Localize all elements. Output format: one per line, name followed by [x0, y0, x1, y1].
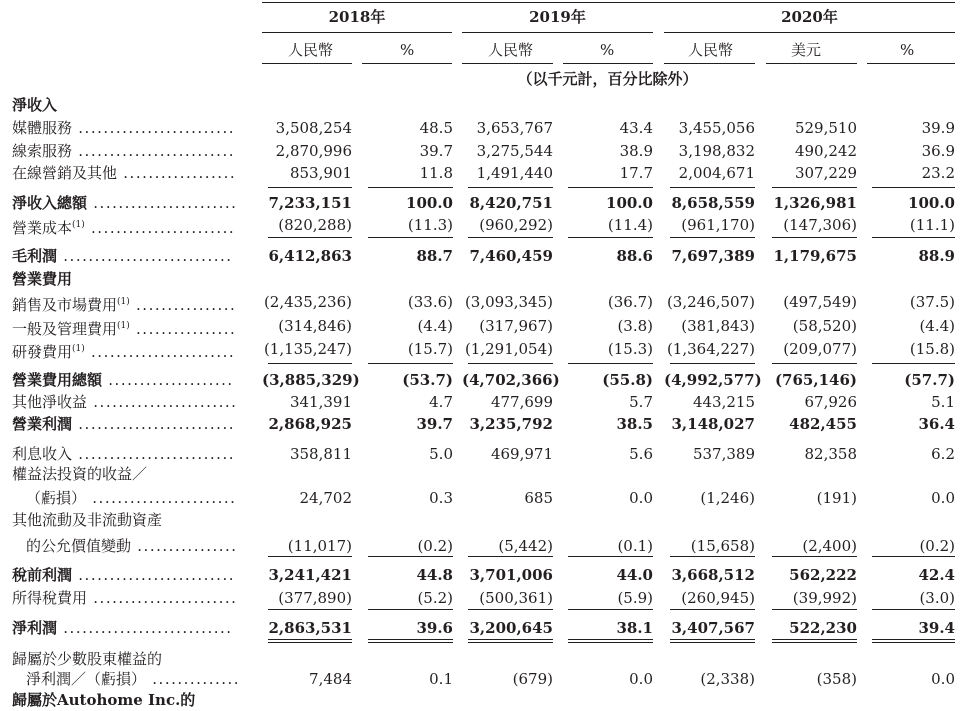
value-cell: 341,391: [289, 393, 352, 411]
value-cell: 36.9: [921, 142, 955, 160]
row-label-text: 營業利潤: [12, 415, 73, 433]
currency-underline: [563, 63, 653, 64]
value-cell: 3,200,645: [469, 619, 553, 637]
value-cell: (191): [816, 489, 857, 507]
value-cell: 0.0: [931, 489, 955, 507]
value-cell: (55.8): [602, 371, 653, 389]
row-label-text: 淨利潤／（虧損）: [26, 670, 147, 688]
row-label-text: 毛利潤: [12, 247, 58, 265]
subtotal-rule: [368, 556, 453, 557]
footnote-marker: (1): [117, 297, 130, 307]
row-label-text: 利息收入: [12, 445, 73, 463]
year-underline: [462, 32, 653, 33]
value-cell: (2,400): [802, 537, 857, 555]
currency-header: %: [400, 41, 415, 59]
row-label: [12, 317, 236, 338]
leader-dots: .......................: [87, 589, 238, 607]
value-cell: (58,520): [792, 317, 857, 335]
footnote-marker: (1): [72, 344, 85, 354]
footnote-marker: (1): [117, 321, 130, 331]
row-label: [26, 670, 240, 688]
value-cell: 3,668,512: [671, 566, 755, 584]
value-cell: 39.7: [416, 415, 453, 433]
value-cell: 8,420,751: [469, 194, 553, 212]
row-label: [12, 340, 235, 361]
row-label: [26, 489, 236, 507]
row-label: [12, 293, 236, 314]
value-cell: 8,658,559: [671, 194, 755, 212]
double-rule: [670, 639, 755, 640]
value-cell: (4,992,577): [664, 371, 762, 389]
leader-dots: .......................: [84, 343, 236, 361]
leader-dots: .......................: [87, 393, 238, 411]
value-cell: (5.2): [417, 589, 453, 607]
subtotal-rule: [872, 187, 955, 188]
currency-underline: [362, 63, 452, 64]
subtotal-rule: [568, 187, 653, 188]
value-cell: 38.5: [616, 415, 653, 433]
value-cell: (37.5): [909, 293, 955, 311]
row-label: [12, 119, 235, 137]
row-label: [12, 164, 236, 182]
value-cell: (0.1): [617, 537, 653, 555]
year-header: 2020年: [781, 8, 838, 26]
value-cell: 88.7: [416, 247, 453, 265]
value-cell: (1,291,054): [464, 340, 553, 358]
leader-dots: .........................: [72, 566, 235, 584]
value-cell: (3,093,345): [464, 293, 553, 311]
value-cell: 3,455,056: [678, 119, 755, 137]
subtotal-rule: [670, 237, 755, 238]
leader-dots: .......................: [87, 194, 238, 212]
value-cell: 36.4: [918, 415, 955, 433]
value-cell: (57.7): [904, 371, 955, 389]
year-header: 2018年: [328, 8, 386, 26]
value-cell: (960,292): [479, 216, 553, 234]
value-cell: 537,389: [692, 445, 755, 463]
row-label-text: 淨收入總額: [12, 194, 88, 212]
value-cell: 853,901: [289, 164, 352, 182]
row-label: [12, 270, 72, 288]
value-cell: 5.1: [931, 393, 955, 411]
value-cell: 3,407,567: [671, 619, 755, 637]
subtotal-rule: [772, 363, 857, 364]
year-underline: [262, 32, 452, 33]
value-cell: 490,242: [794, 142, 857, 160]
value-cell: 3,653,767: [476, 119, 553, 137]
double-rule: [772, 639, 857, 640]
value-cell: (4.4): [417, 317, 453, 335]
currency-underline: [867, 63, 955, 64]
value-cell: 6.2: [931, 445, 955, 463]
value-cell: (4,702,366): [462, 371, 560, 389]
value-cell: 48.5: [419, 119, 453, 137]
value-cell: 7,697,389: [671, 247, 755, 265]
value-cell: 39.4: [918, 619, 955, 637]
value-cell: (3,885,329): [262, 371, 360, 389]
value-cell: (497,549): [783, 293, 857, 311]
row-label-text: 一般及管理費用: [12, 320, 118, 338]
row-label-text: 營業成本: [12, 219, 73, 237]
value-cell: 23.2: [921, 164, 955, 182]
value-cell: (33.6): [407, 293, 453, 311]
value-cell: 1,326,981: [773, 194, 857, 212]
value-cell: 0.0: [629, 489, 653, 507]
value-cell: (3.8): [617, 317, 653, 335]
value-cell: (11.4): [607, 216, 653, 234]
value-cell: (15,658): [690, 537, 755, 555]
value-cell: (11,017): [287, 537, 352, 555]
value-cell: 44.8: [416, 566, 453, 584]
value-cell: (4.4): [919, 317, 955, 335]
value-cell: 100.0: [908, 194, 955, 212]
row-label-text: 淨收入: [12, 96, 58, 114]
subtotal-rule: [368, 609, 453, 610]
subtotal-rule: [568, 556, 653, 557]
row-label-text: 所得稅費用: [12, 589, 88, 607]
leader-dots: .........................: [72, 415, 235, 433]
row-label: [12, 511, 162, 529]
value-cell: 1,491,440: [476, 164, 553, 182]
subtotal-rule: [468, 609, 553, 610]
row-label: [12, 465, 147, 483]
row-label-text: 線索服務: [12, 142, 73, 160]
value-cell: 3,275,544: [476, 142, 553, 160]
row-label: [12, 371, 234, 389]
row-label: [12, 445, 235, 463]
currency-header: %: [600, 41, 615, 59]
row-label-text: 其他淨收益: [12, 393, 88, 411]
value-cell: (0.2): [417, 537, 453, 555]
value-cell: 3,701,006: [469, 566, 553, 584]
subtotal-rule: [268, 363, 352, 364]
subtotal-rule: [468, 363, 553, 364]
value-cell: (765,146): [774, 371, 857, 389]
value-cell: 2,870,996: [275, 142, 352, 160]
unit-note: （以千元計，百分比除外）: [517, 70, 698, 88]
value-cell: 3,198,832: [678, 142, 755, 160]
subtotal-rule: [268, 609, 352, 610]
value-cell: 529,510: [794, 119, 857, 137]
value-cell: 88.9: [918, 247, 955, 265]
value-cell: 39.9: [921, 119, 955, 137]
value-cell: 2,868,925: [268, 415, 352, 433]
double-rule: [268, 639, 352, 640]
year-underline: [664, 32, 955, 33]
row-label: [26, 537, 238, 555]
value-cell: 17.7: [619, 164, 653, 182]
value-cell: (5,442): [498, 537, 553, 555]
subtotal-rule: [368, 237, 453, 238]
value-cell: 100.0: [406, 194, 453, 212]
value-cell: 562,222: [789, 566, 857, 584]
row-label: [12, 566, 235, 584]
subtotal-rule: [772, 187, 857, 188]
value-cell: 685: [524, 489, 553, 507]
subtotal-rule: [872, 237, 955, 238]
currency-underline: [462, 63, 553, 64]
value-cell: 2,004,671: [678, 164, 755, 182]
value-cell: 5.6: [629, 445, 653, 463]
subtotal-rule: [772, 237, 857, 238]
leader-dots: .......................: [86, 489, 237, 507]
double-rule: [568, 642, 653, 643]
subtotal-rule: [670, 556, 755, 557]
leader-dots: ................: [129, 320, 237, 338]
leader-dots: ....................: [102, 371, 234, 389]
row-label-text: 的公允價值變動: [26, 537, 132, 555]
currency-header: %: [900, 41, 915, 59]
value-cell: 3,148,027: [671, 415, 755, 433]
value-cell: 11.8: [419, 164, 453, 182]
leader-dots: .......................: [84, 219, 236, 237]
subtotal-rule: [268, 237, 352, 238]
value-cell: (1,135,247): [263, 340, 352, 358]
value-cell: 7,233,151: [268, 194, 352, 212]
value-cell: (3.0): [919, 589, 955, 607]
value-cell: 0.0: [629, 670, 653, 688]
value-cell: (679): [512, 670, 553, 688]
value-cell: 44.0: [616, 566, 653, 584]
row-label-text: 權益法投資的收益／: [12, 465, 148, 483]
value-cell: 0.0: [931, 670, 955, 688]
subtotal-rule: [468, 556, 553, 557]
value-cell: (53.7): [402, 371, 453, 389]
value-cell: 43.4: [619, 119, 653, 137]
value-cell: (500,361): [479, 589, 553, 607]
value-cell: 100.0: [606, 194, 653, 212]
leader-dots: ................: [131, 537, 238, 555]
value-cell: 443,215: [692, 393, 755, 411]
row-label-text: 在線營銷及其他: [12, 164, 118, 182]
row-label: [12, 142, 235, 160]
row-label-text: 銷售及市場費用: [12, 296, 118, 314]
value-cell: 39.7: [419, 142, 453, 160]
value-cell: (15.8): [909, 340, 955, 358]
value-cell: (15.7): [407, 340, 453, 358]
row-label-text: 稅前利潤: [12, 566, 73, 584]
currency-underline: [664, 63, 755, 64]
value-cell: 1,179,675: [773, 247, 857, 265]
value-cell: (39,992): [792, 589, 857, 607]
leader-dots: ...........................: [57, 247, 233, 265]
top-rule: [262, 2, 955, 3]
value-cell: (377,890): [278, 589, 352, 607]
value-cell: (260,945): [681, 589, 755, 607]
value-cell: (147,306): [783, 216, 857, 234]
double-rule: [872, 639, 955, 640]
value-cell: 2,863,531: [268, 619, 352, 637]
leader-dots: ...........................: [57, 619, 233, 637]
value-cell: 67,926: [804, 393, 857, 411]
leader-dots: .........................: [72, 445, 235, 463]
value-cell: 3,235,792: [469, 415, 553, 433]
row-label: [12, 194, 237, 212]
subtotal-rule: [872, 363, 955, 364]
row-label-text: 營業費用: [12, 270, 73, 288]
subtotal-rule: [670, 187, 755, 188]
subtotal-rule: [872, 609, 955, 610]
double-rule: [872, 642, 955, 643]
value-cell: 4.7: [429, 393, 453, 411]
currency-header: 人民幣: [288, 41, 334, 59]
value-cell: (2,435,236): [263, 293, 352, 311]
currency-header: 美元: [791, 41, 822, 59]
row-label: [12, 393, 237, 411]
subtotal-rule: [268, 556, 352, 557]
row-label-text: 研發費用: [12, 343, 73, 361]
value-cell: 7,484: [309, 670, 352, 688]
leader-dots: .........................: [72, 142, 235, 160]
row-label-text: 其他流動及非流動資產: [12, 511, 163, 529]
value-cell: (36.7): [607, 293, 653, 311]
value-cell: 24,702: [299, 489, 352, 507]
double-rule: [468, 639, 553, 640]
row-label-text: （虧損）: [26, 489, 87, 507]
leader-dots: .........................: [72, 119, 235, 137]
value-cell: 307,229: [794, 164, 857, 182]
value-cell: (5.9): [617, 589, 653, 607]
double-rule: [268, 642, 352, 643]
row-label: [12, 247, 233, 265]
value-cell: 522,230: [789, 619, 857, 637]
footnote-marker: (1): [72, 220, 85, 230]
value-cell: (381,843): [681, 317, 755, 335]
subtotal-rule: [368, 363, 453, 364]
row-label-text: 歸屬於Autohome Inc.的: [12, 691, 196, 709]
leader-dots: ................: [129, 296, 237, 314]
value-cell: (2,338): [700, 670, 755, 688]
value-cell: 0.1: [429, 670, 453, 688]
value-cell: 358,811: [289, 445, 352, 463]
value-cell: 39.6: [416, 619, 453, 637]
row-label-text: 媒體服務: [12, 119, 73, 137]
row-label: [12, 415, 235, 433]
subtotal-rule: [568, 237, 653, 238]
currency-underline: [766, 63, 857, 64]
subtotal-rule: [772, 609, 857, 610]
value-cell: 482,455: [789, 415, 857, 433]
value-cell: 5.0: [429, 445, 453, 463]
value-cell: (11.1): [909, 216, 955, 234]
value-cell: 3,508,254: [275, 119, 352, 137]
value-cell: 6,412,863: [268, 247, 352, 265]
subtotal-rule: [872, 556, 955, 557]
value-cell: 38.9: [619, 142, 653, 160]
row-label: [12, 619, 233, 637]
currency-header: 人民幣: [488, 41, 534, 59]
value-cell: (820,288): [278, 216, 352, 234]
value-cell: 477,699: [490, 393, 553, 411]
value-cell: (961,170): [681, 216, 755, 234]
row-label-text: 營業費用總額: [12, 371, 103, 389]
subtotal-rule: [468, 187, 553, 188]
value-cell: (15.3): [607, 340, 653, 358]
subtotal-rule: [670, 363, 755, 364]
value-cell: 0.3: [429, 489, 453, 507]
value-cell: 469,971: [490, 445, 553, 463]
currency-underline: [262, 63, 352, 64]
double-rule: [368, 639, 453, 640]
subtotal-rule: [468, 237, 553, 238]
subtotal-rule: [568, 609, 653, 610]
value-cell: (314,846): [278, 317, 352, 335]
value-cell: (358): [816, 670, 857, 688]
row-label: [12, 691, 195, 709]
double-rule: [772, 642, 857, 643]
value-cell: (209,077): [783, 340, 857, 358]
value-cell: 42.4: [918, 566, 955, 584]
subtotal-rule: [670, 609, 755, 610]
value-cell: (0.2): [919, 537, 955, 555]
value-cell: (317,967): [479, 317, 553, 335]
value-cell: 5.7: [629, 393, 653, 411]
leader-dots: ..................: [117, 164, 237, 182]
value-cell: 3,241,421: [268, 566, 352, 584]
value-cell: (11.3): [407, 216, 453, 234]
value-cell: (1,246): [700, 489, 755, 507]
row-label-text: 淨利潤: [12, 619, 58, 637]
row-label: [12, 216, 235, 237]
double-rule: [368, 642, 453, 643]
value-cell: 7,460,459: [469, 247, 553, 265]
double-rule: [670, 642, 755, 643]
subtotal-rule: [368, 187, 453, 188]
year-header: 2019年: [529, 8, 586, 26]
value-cell: 38.1: [616, 619, 653, 637]
row-label-text: 歸屬於少數股東權益的: [12, 650, 163, 668]
subtotal-rule: [268, 187, 352, 188]
double-rule: [468, 642, 553, 643]
value-cell: 88.6: [616, 247, 653, 265]
subtotal-rule: [568, 363, 653, 364]
row-label: [12, 96, 57, 114]
row-label: [12, 589, 237, 607]
leader-dots: ..............: [146, 670, 241, 688]
double-rule: [568, 639, 653, 640]
value-cell: (3,246,507): [666, 293, 755, 311]
value-cell: (1,364,227): [666, 340, 755, 358]
row-label: [12, 650, 162, 668]
subtotal-rule: [772, 556, 857, 557]
value-cell: 82,358: [804, 445, 857, 463]
currency-header: 人民幣: [688, 41, 734, 59]
